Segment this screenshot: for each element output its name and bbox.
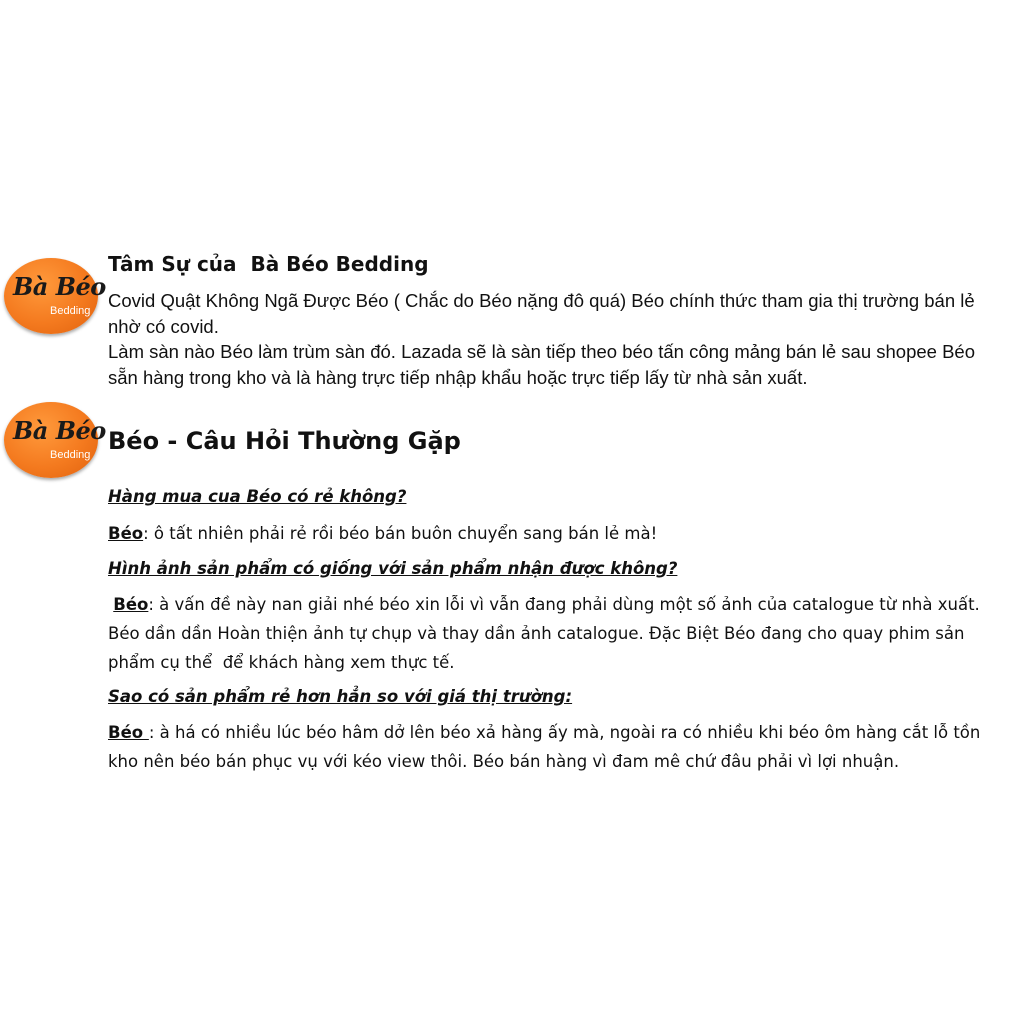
intro-text xyxy=(108,288,998,390)
faq-question: Hàng mua cua Béo có rẻ không? xyxy=(108,487,407,506)
faq-title: Béo - Câu Hỏi Thường Gặp xyxy=(108,427,461,455)
faq-answer xyxy=(108,519,1013,548)
faq-item xyxy=(108,482,1013,511)
brand-logo xyxy=(4,258,106,334)
answer-text: : à vấn đề này nan giải nhé béo xin lỗi vì vẫn đang phải dùng một số ảnh của catalogue từ nhà xuất. Béo dần dần Hoàn thiện ảnh tự chụp và thay dần ảnh catalogue. Đặc Biệt Béo đang cho quay phim sản phẩm cụ thể để khách hàng xem thực tế. xyxy=(108,595,986,672)
faq-item xyxy=(108,554,1013,583)
faq-answer xyxy=(108,590,1013,677)
answer-author: Béo xyxy=(108,723,149,742)
logo-sub-text: Bedding xyxy=(50,449,91,461)
logo-sub-text: Bedding xyxy=(50,305,91,317)
faq-question: Sao có sản phẩm rẻ hơn hẳn so với giá thị trường: xyxy=(108,687,573,706)
section1-title: Tâm Sự của Bà Béo Bedding xyxy=(108,252,429,276)
intro-paragraph: Covid Quật Không Ngã Được Béo ( Chắc do Béo nặng đô quá) Béo chính thức tham gia thị trường bán lẻ nhờ có covid. xyxy=(108,290,975,337)
faq-item xyxy=(108,682,1013,711)
answer-author: Béo xyxy=(113,595,149,614)
answer-text: : à há có nhiều lúc béo hâm dở lên béo xả hàng ấy mà, ngoài ra có nhiều khi béo ôm hàng cắt lỗ tồn kho nên béo bán phục vụ với kéo view thôi. Béo bán hàng vì đam mê chứ đâu phải vì lợi nhuận. xyxy=(108,723,986,771)
intro-paragraph: Làm sàn nào Béo làm trùm sàn đó. Lazada sẽ là sàn tiếp theo béo tấn công mảng bán lẻ sau shopee Béo sẵn hàng trong kho và là hàng trực tiếp nhập khẩu hoặc trực tiếp lấy từ nhà sản xuất. xyxy=(108,341,976,388)
faq-answer xyxy=(108,718,1013,776)
faq-question: Hình ảnh sản phẩm có giống với sản phẩm nhận được không? xyxy=(108,559,678,578)
answer-text: : ô tất nhiên phải rẻ rồi béo bán buôn chuyển sang bán lẻ mà! xyxy=(143,524,658,543)
answer-author: Béo xyxy=(108,524,144,543)
logo-main-text: Bà Béo xyxy=(13,272,106,301)
brand-logo xyxy=(4,402,106,478)
logo-main-text: Bà Béo xyxy=(13,416,106,445)
